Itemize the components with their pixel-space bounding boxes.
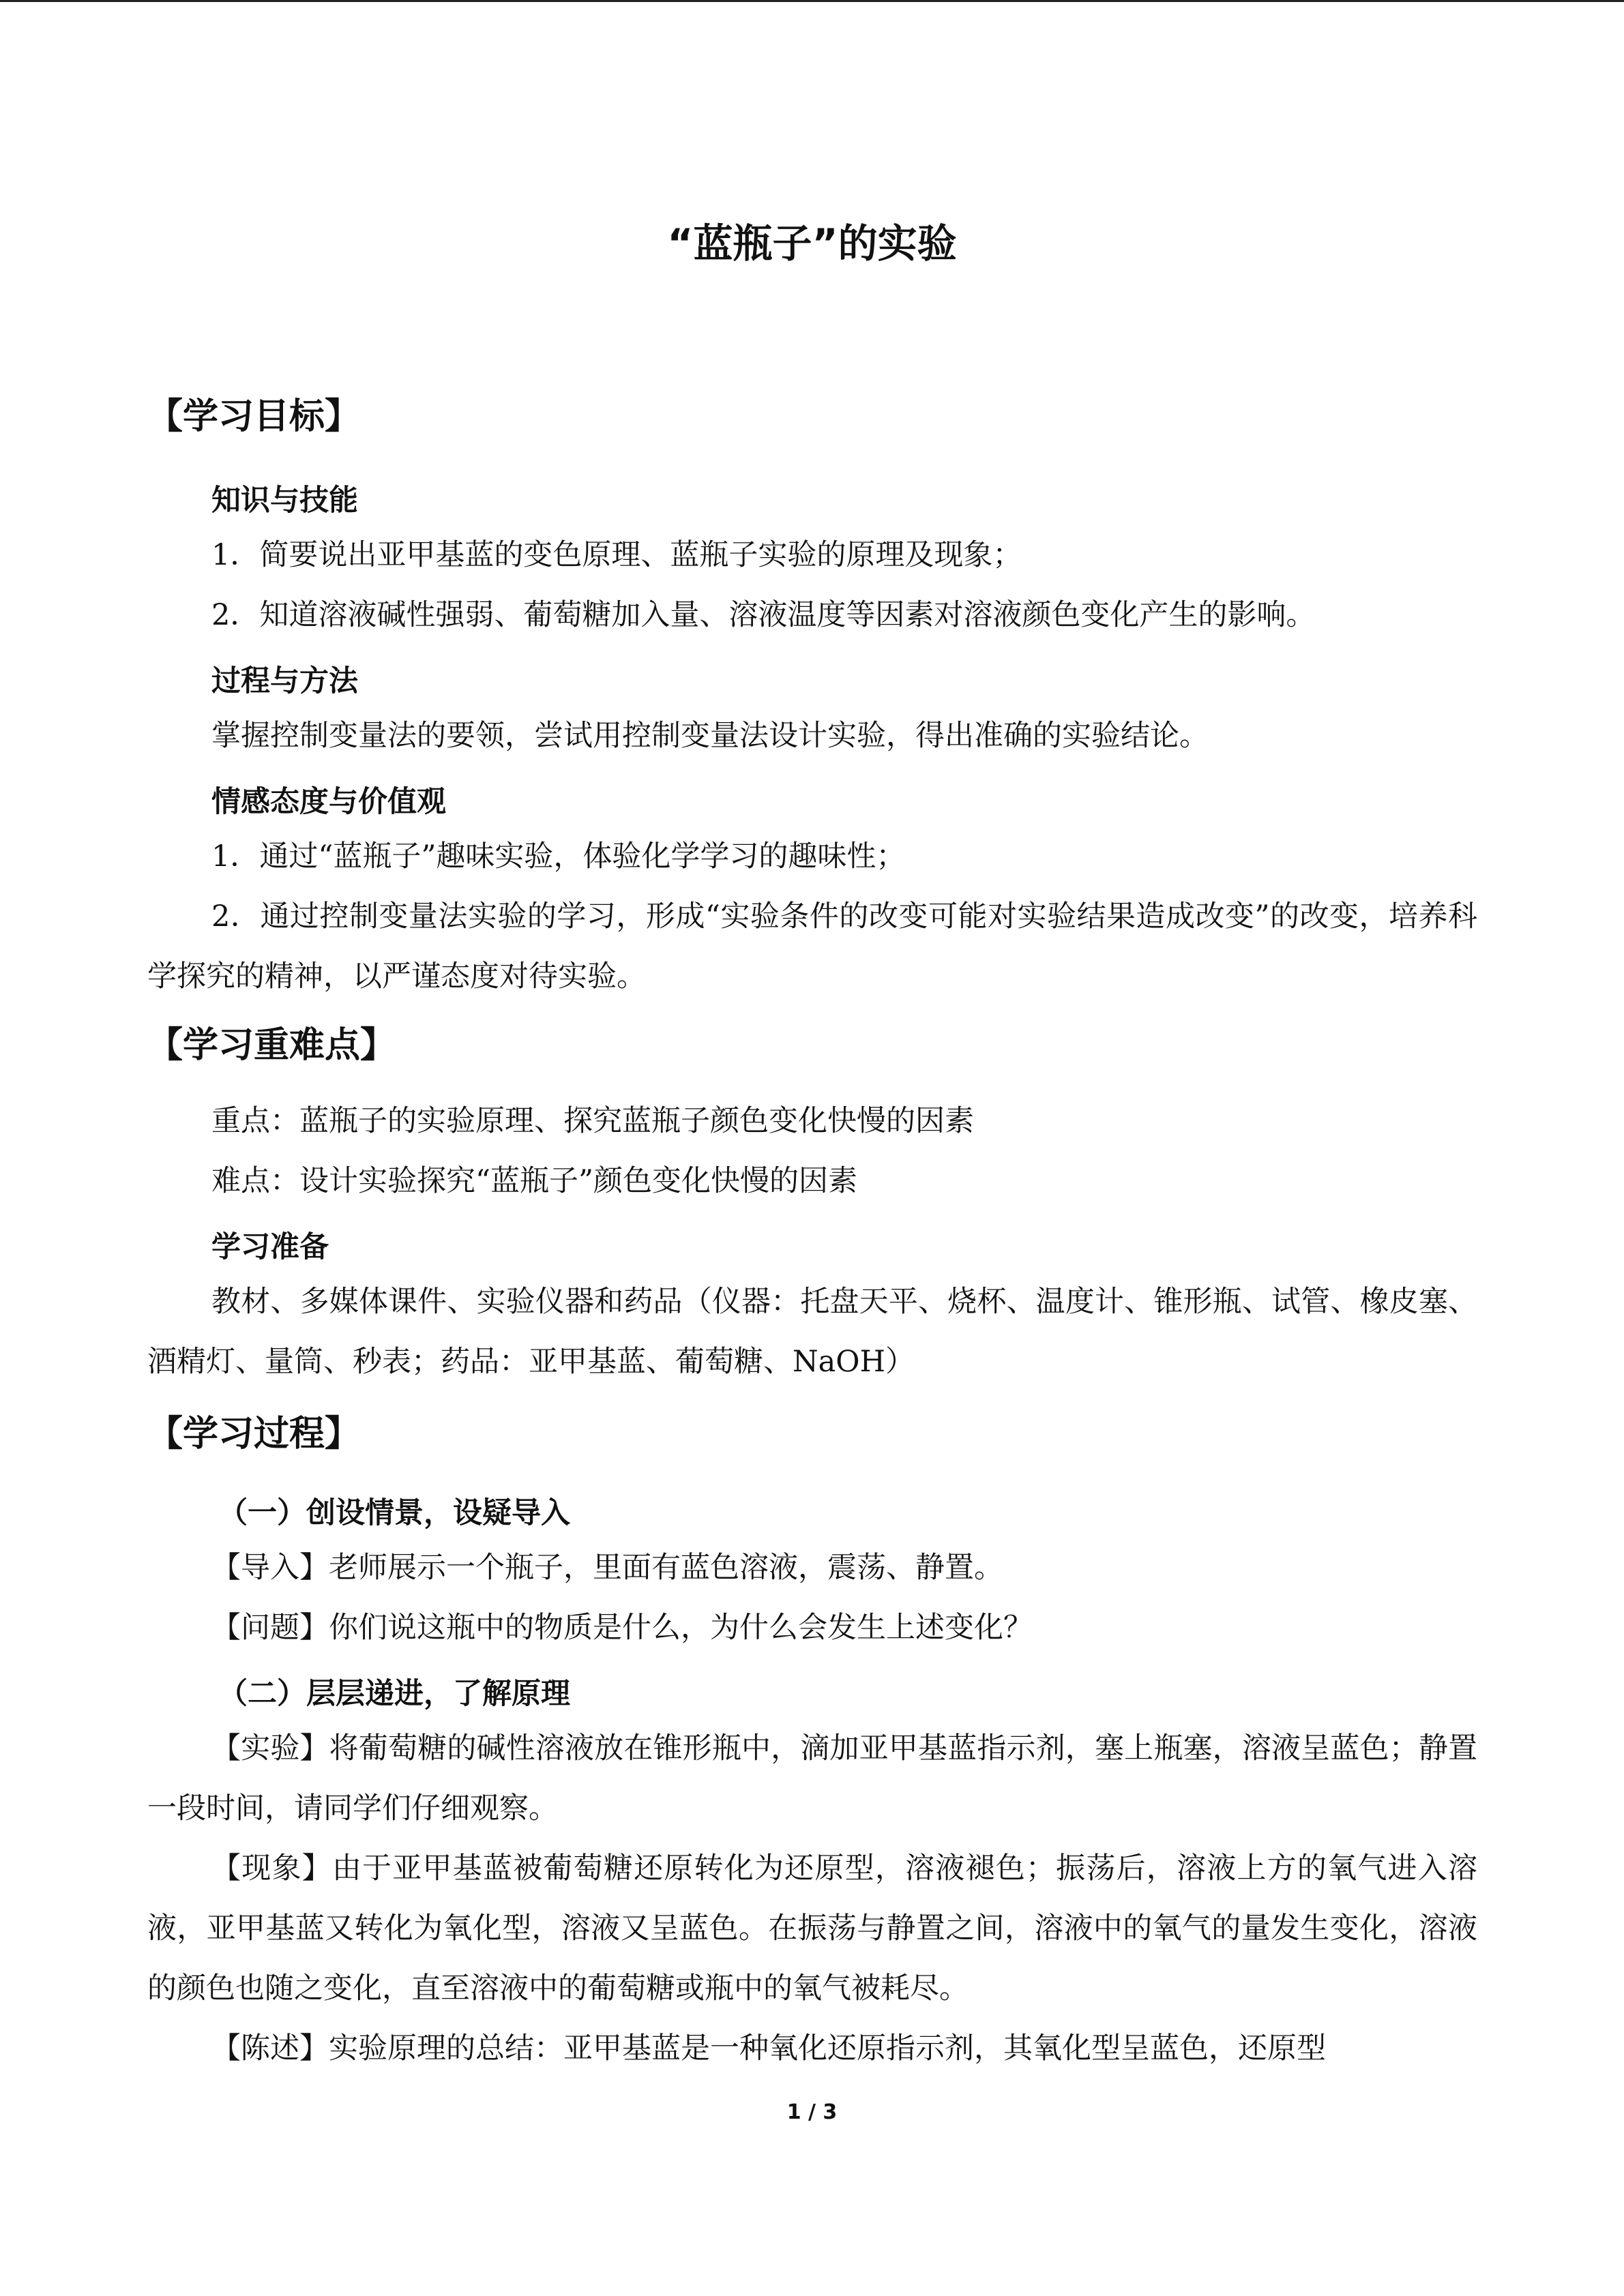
objective-knowledge-2: 2．知道溶液碱性强弱、葡萄糖加入量、溶液温度等因素对溶液颜色变化产生的影响。 bbox=[211, 598, 1316, 632]
statement-text: 【陈述】实验原理的总结：亚甲基蓝是一种氧化还原指示剂，其氧化型呈蓝色，还原型 bbox=[211, 2031, 1326, 2066]
page-title: “蓝瓶子”的实验 bbox=[667, 220, 957, 267]
preparation-text: 教材、多媒体课件、实验仪器和药品（仪器：托盘天平、烧杯、温度计、锥形瓶、试管、橡皮塞、酒精灯、量筒、秒表；药品：亚甲基蓝、葡萄糖、NaOH） bbox=[147, 1285, 1477, 1379]
subheading-knowledge: 知识与技能 bbox=[211, 483, 358, 518]
subheading-emotion: 情感态度与价值观 bbox=[211, 785, 446, 819]
objective-emotion-1: 1．通过“蓝瓶子”趣味实验，体验化学学习的趣味性； bbox=[211, 839, 906, 874]
subheading-process-method: 过程与方法 bbox=[211, 664, 358, 698]
page-number: 1 / 3 bbox=[786, 2100, 838, 2124]
section-heading-process: 【学习过程】 bbox=[147, 1414, 361, 1455]
question-text: 【问题】你们说这瓶中的物质是什么，为什么会发生上述变化？ bbox=[211, 1611, 1033, 1645]
objective-knowledge-1: 1．简要说出亚甲基蓝的变色原理、蓝瓶子实验的原理及现象； bbox=[211, 538, 1022, 572]
key-point: 重点：蓝瓶子的实验原理、探究蓝瓶子颜色变化快慢的因素 bbox=[211, 1104, 974, 1138]
part-1-title: （一）创设情景，设疑导入 bbox=[218, 1496, 570, 1530]
section-heading-objectives: 【学习目标】 bbox=[147, 396, 361, 437]
phenomenon-text: 【现象】由于亚甲基蓝被葡萄糖还原转化为还原型，溶液褪色；振荡后，溶液上方的氧气进入溶液，亚甲基蓝又转化为氧化型，溶液又呈蓝色。在振荡与静置之间，溶液中的氧气的量发生变化，溶液的颜色也随之变化，直至溶液中的葡萄糖或瓶中的氧气被耗尽。 bbox=[147, 1851, 1477, 2006]
section-heading-key-points: 【学习重难点】 bbox=[147, 1025, 396, 1066]
experiment-text: 【实验】将葡萄糖的碱性溶液放在锥形瓶中，滴加亚甲基蓝指示剂，塞上瓶塞，溶液呈蓝色；静置一段时间，请同学们仔细观察。 bbox=[147, 1731, 1477, 1825]
objective-emotion-2: 2．通过控制变量法实验的学习，形成“实验条件的改变可能对实验结果造成改变”的改变，培养科学探究的精神，以严谨态度对待实验。 bbox=[147, 899, 1477, 994]
subheading-preparation: 学习准备 bbox=[211, 1230, 329, 1264]
part-2-title: （二）层层递进，了解原理 bbox=[218, 1677, 570, 1711]
difficult-point: 难点：设计实验探究“蓝瓶子”颜色变化快慢的因素 bbox=[211, 1164, 857, 1198]
intro-text: 【导入】老师展示一个瓶子，里面有蓝色溶液，震荡、静置。 bbox=[211, 1551, 1003, 1585]
objective-process-1: 掌握控制变量法的要领，尝试用控制变量法设计实验，得出准确的实验结论。 bbox=[211, 719, 1209, 753]
